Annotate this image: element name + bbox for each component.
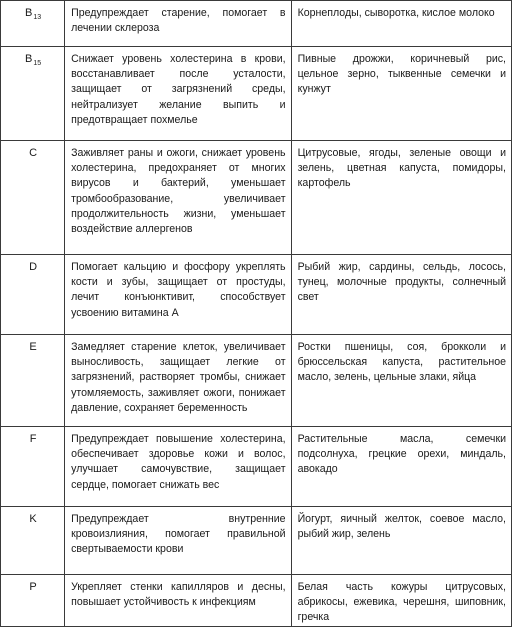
vitamin-cell [1,427,65,507]
vitamin-name: D [29,261,38,273]
sources-cell: Рыбий жир, сардины, сельдь, лосось, тунец, молочные продукты, солнечный свет [291,255,511,335]
vitamin-name: E [29,341,37,353]
vitamin-cell [1,141,65,255]
action-cell: Предупреждает внутренние кровоизлияния, помогает правильной свертываемости крови [65,507,291,575]
vitamin-cell [1,507,65,575]
sources-cell: Йогурт, яичный желток, соевое масло, рыбий жир, зелень [291,507,511,575]
vitamin-name: P [29,581,37,593]
vitamin-name: $B_{13}$ [24,7,42,21]
table-row [1,141,512,255]
table-row [1,47,512,141]
table-row [1,575,512,627]
vitamin-name: $B_{15}$ [24,53,42,67]
sources-cell: Цитрусовые, ягоды, зеленые овощи и зелень, цветная капуста, помидоры, картофель [291,141,511,255]
vitamin-name: K [29,513,37,525]
table-row [1,507,512,575]
sources-cell: Ростки пшеницы, соя, брокколи и брюссельская капуста, растительное масло, зелень, цельные злаки, яйца [291,335,511,427]
action-cell: Замедляет старение клеток, увеличивает выносливость, защищает легкие от загрязнений, растворяет тромбы, снижает утомляемость, заживляет ожоги, понижает давление, сохраняет беременность [65,335,291,427]
table-row [1,255,512,335]
sources-cell: Корнеплоды, сыворотка, кислое молоко [291,1,511,47]
action-cell: Заживляет раны и ожоги, снижает уровень холестерина, предохраняет от многих вирусов и бактерий, уменьшает тромбообразование, увеличивает продолжительность жизни, уменьшает воздействие аллергенов [65,141,291,255]
table-row [1,427,512,507]
vitamin-name: C [29,147,38,159]
vitamin-name: F [29,433,37,445]
action-cell: Предупреждает повышение холестерина, обеспечивает здоровье кожи и волос, улучшает самочувствие, защищает сердце, помогает снижать вес [65,427,291,507]
vitamin-cell [1,1,65,47]
vitamin-cell [1,575,65,627]
vitamin-subscript: 15 [33,60,42,67]
sources-cell: Пивные дрожжи, коричневый рис, цельное зерно, тыквенные семечки и кунжут [291,47,511,141]
action-cell: Предупреждает старение, помогает в лечении склероза [65,1,291,47]
vitamin-cell [1,47,65,141]
sources-cell: Белая часть кожуры цитрусовых, абрикосы, ежевика, черешня, шиповник, гречка [291,575,511,627]
table-row [1,1,512,47]
action-cell: Укрепляет стенки капилляров и десны, повышает устойчивость к инфекциям [65,575,291,627]
action-cell: Помогает кальцию и фосфору укреплять кости и зубы, защищает от простуды, лечит конъюнктивит, способствует усвоению витамина А [65,255,291,335]
table-row [1,335,512,427]
vitamin-subscript: 13 [33,14,42,21]
vitamin-cell [1,335,65,427]
sources-cell: Растительные масла, семечки подсолнуха, грецкие орехи, миндаль, авокадо [291,427,511,507]
action-cell: Снижает уровень холестерина в крови, восстанавливает после усталости, защищает от загрязнений среды, нейтрализует желание выпить и предотвращает похмелье [65,47,291,141]
vitamin-cell [1,255,65,335]
